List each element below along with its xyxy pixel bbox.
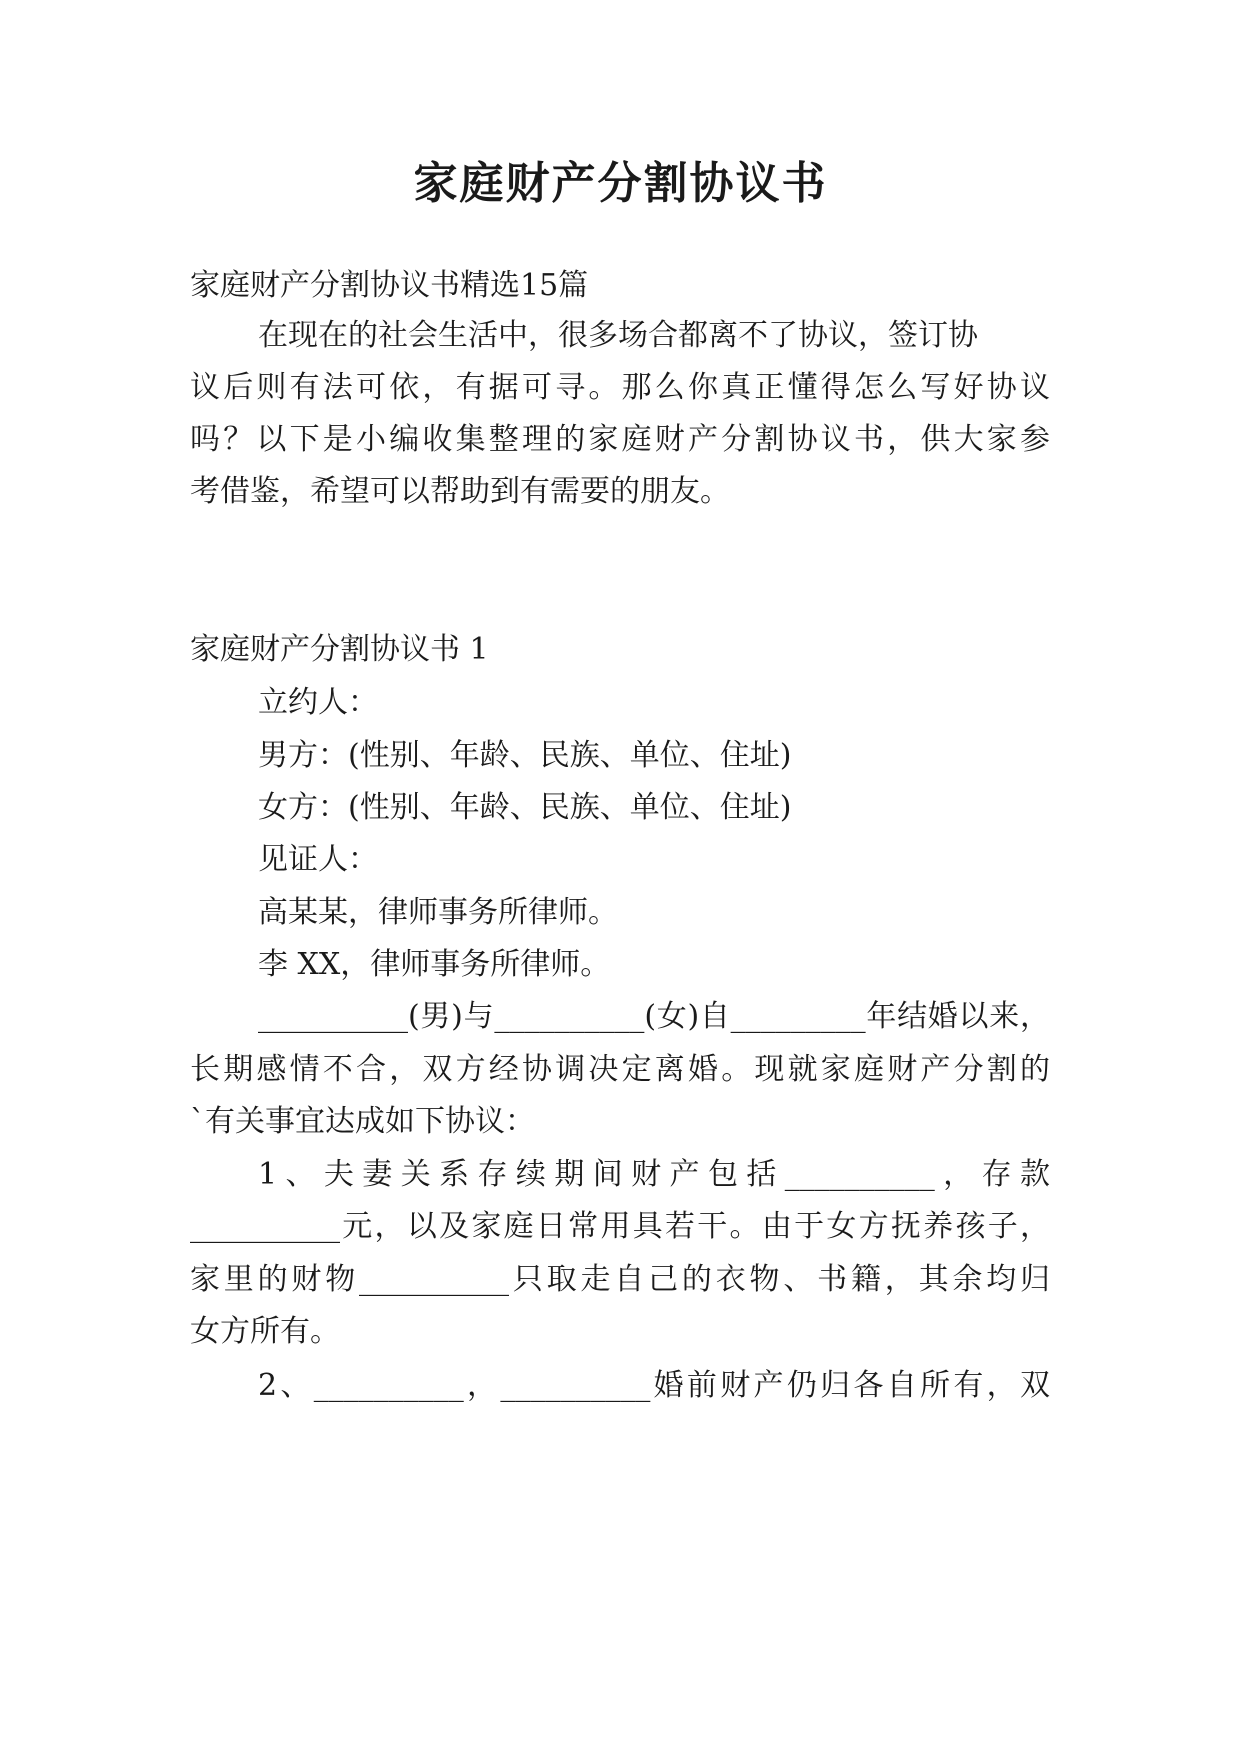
body-line-2: 长期感情不合，双方经协调决定离婚。现就家庭财产分割的 — [190, 1052, 1050, 1087]
document-subtitle: 家庭财产分割协议书精选15篇 — [190, 268, 589, 303]
body-line-3: `有关事宜达成如下协议： — [190, 1104, 535, 1139]
body-line-4: 1、夫妻关系存续期间财产包括__________，存款 — [258, 1157, 1050, 1192]
party-female: 女方：(性别、年龄、民族、单位、住址) — [258, 790, 792, 825]
party-label-witnesses: 见证人： — [258, 842, 378, 877]
witness-1: 高某某，律师事务所律师。 — [258, 895, 618, 930]
intro-line-3: 吗？以下是小编收集整理的家庭财产分割协议书，供大家参 — [190, 422, 1050, 457]
document-title: 家庭财产分割协议书 — [413, 158, 828, 209]
intro-line-1: 在现在的社会生活中，很多场合都离不了协议，签订协 — [258, 318, 978, 353]
body-line-6: 家里的财物__________只取走自己的衣物、书籍，其余均归 — [190, 1262, 1050, 1297]
intro-line-4: 考借鉴，希望可以帮助到有需要的朋友。 — [190, 474, 730, 509]
witness-2: 李 XX，律师事务所律师。 — [258, 947, 611, 982]
body-line-8: 2、__________，__________婚前财产仍归各自所有，双 — [258, 1368, 1050, 1403]
section-heading: 家庭财产分割协议书 1 — [190, 632, 489, 667]
party-male: 男方：(性别、年龄、民族、单位、住址) — [258, 738, 792, 773]
body-line-1: __________(男)与__________(女)自_________年结婚以来， — [258, 999, 1050, 1034]
body-line-5: __________元，以及家庭日常用具若干。由于女方抚养孩子， — [190, 1209, 1050, 1244]
party-label-signatories: 立约人： — [258, 685, 378, 720]
intro-line-2: 议后则有法可依，有据可寻。那么你真正懂得怎么写好协议 — [190, 370, 1050, 405]
body-line-7: 女方所有。 — [190, 1314, 340, 1349]
